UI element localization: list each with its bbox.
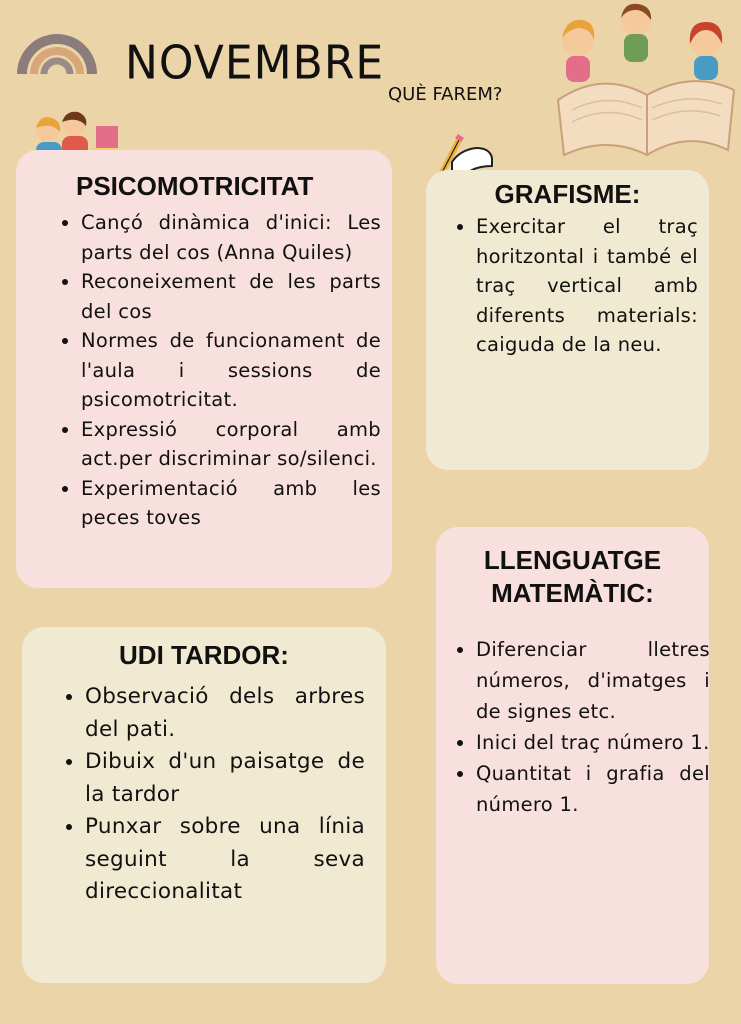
list-item: • Reconeixement de les parts del cos — [81, 267, 381, 326]
page-subtitle: QUÈ FAREM? — [388, 84, 503, 105]
udi-tardor-title: UDI TARDOR: — [119, 640, 289, 670]
llenguatge-matematic-list — [456, 634, 710, 820]
list-item: • Expressió corporal amb act.per discriminar so/silenci. — [81, 415, 381, 474]
udi-tardor-card — [22, 627, 386, 983]
psicomotricitat-list — [59, 208, 381, 533]
list-item: • Quantitat i grafia del número 1. — [476, 758, 710, 820]
psicomotricitat-title: PSICOMOTRICITAT — [76, 171, 314, 201]
list-item: • Exercitar el traç horitzontal i també el traç vertical amb diferents materials: caiguda de la neu. — [476, 212, 698, 360]
psicomotricitat-card — [16, 150, 392, 588]
udi-tardor-list — [63, 681, 365, 909]
list-item: • Experimentació amb les peces toves — [81, 474, 381, 533]
llenguatge-matematic-card — [436, 527, 709, 984]
list-item: • Dibuix d'un paisatge de la tardor — [85, 746, 365, 811]
list-item: • Punxar sobre una línia seguint la seva direccionalitat — [85, 811, 365, 909]
grafisme-card — [426, 170, 709, 470]
list-item: • Inici del traç número 1. — [476, 727, 710, 758]
page-title: NOVEMBRE — [125, 36, 385, 91]
list-item: • Cançó dinàmica d'inici: Les parts del cos (Anna Quiles) — [81, 208, 381, 267]
grafisme-title: GRAFISME: — [494, 179, 641, 209]
list-item: • Normes de funcionament de l'aula i sessions de psicomotricitat. — [81, 326, 381, 415]
children-reading-book-illustration — [552, 0, 738, 165]
list-item: • Observació dels arbres del pati. — [85, 681, 365, 746]
llenguatge-matematic-title: LLENGUATGE MATEMÀTIC: — [483, 545, 662, 608]
list-item: • Diferenciar lletres números, d'imatges i de signes etc. — [476, 634, 710, 727]
grafisme-list — [456, 212, 698, 360]
rainbow-icon — [16, 12, 98, 76]
